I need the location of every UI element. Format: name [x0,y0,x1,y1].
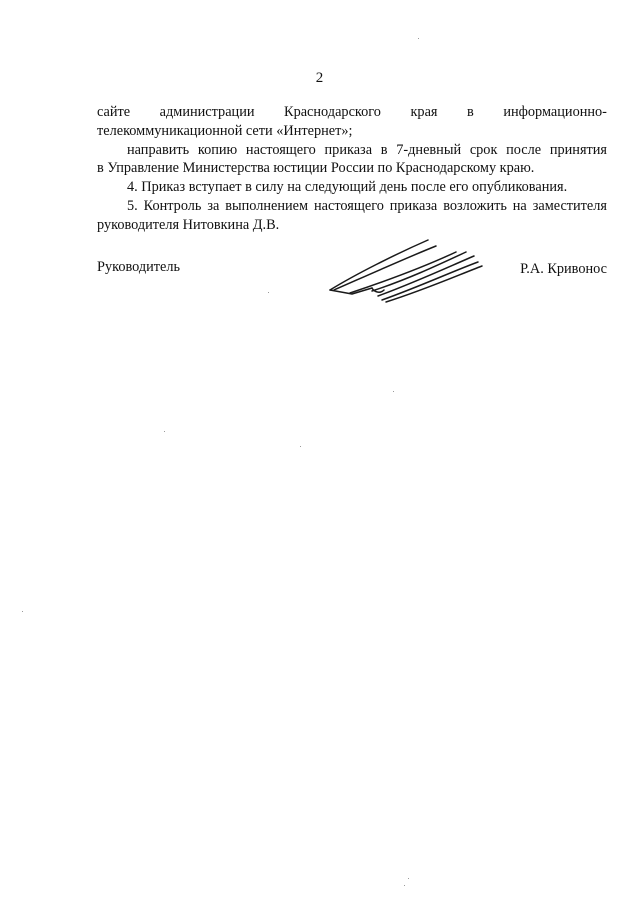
scan-speck [164,431,165,432]
body-word: в [467,104,474,120]
body-line-2: телекоммуникационной сети «Интернет»; [97,122,353,139]
scan-speck [300,446,301,447]
scan-speck [268,292,269,293]
scan-speck [22,611,23,612]
body-line-3: направить копию настоящего приказа в 7-дневный срок после принятия [127,141,607,158]
body-word: края [410,104,438,120]
scan-speck [408,878,409,879]
body-line-5: 4. Приказ вступает в силу на следующий день после его опубликования. [127,179,568,196]
body-line-1 [97,103,607,122]
scan-speck [418,38,419,39]
body-word: администрации [159,104,255,120]
handwritten-signature [326,236,486,306]
body-word: Краснодарского [284,104,381,120]
scan-speck [393,391,394,392]
body-line-7: руководителя Нитовкина Д.В. [97,216,280,233]
body-line-4: в Управление Министерства юстиции России по Краснодарскому краю. [97,160,535,177]
body-word: информационно- [503,104,607,120]
body-line-6: 5. Контроль за выполнением настоящего приказа возложить на заместителя [127,197,607,214]
signatory-title: Руководитель [97,259,181,275]
page-number: 2 [315,70,324,86]
signatory-name: Р.А. Кривонос [520,261,607,277]
scan-speck [404,885,405,886]
body-word: сайте [97,104,131,120]
document-body [97,103,607,235]
